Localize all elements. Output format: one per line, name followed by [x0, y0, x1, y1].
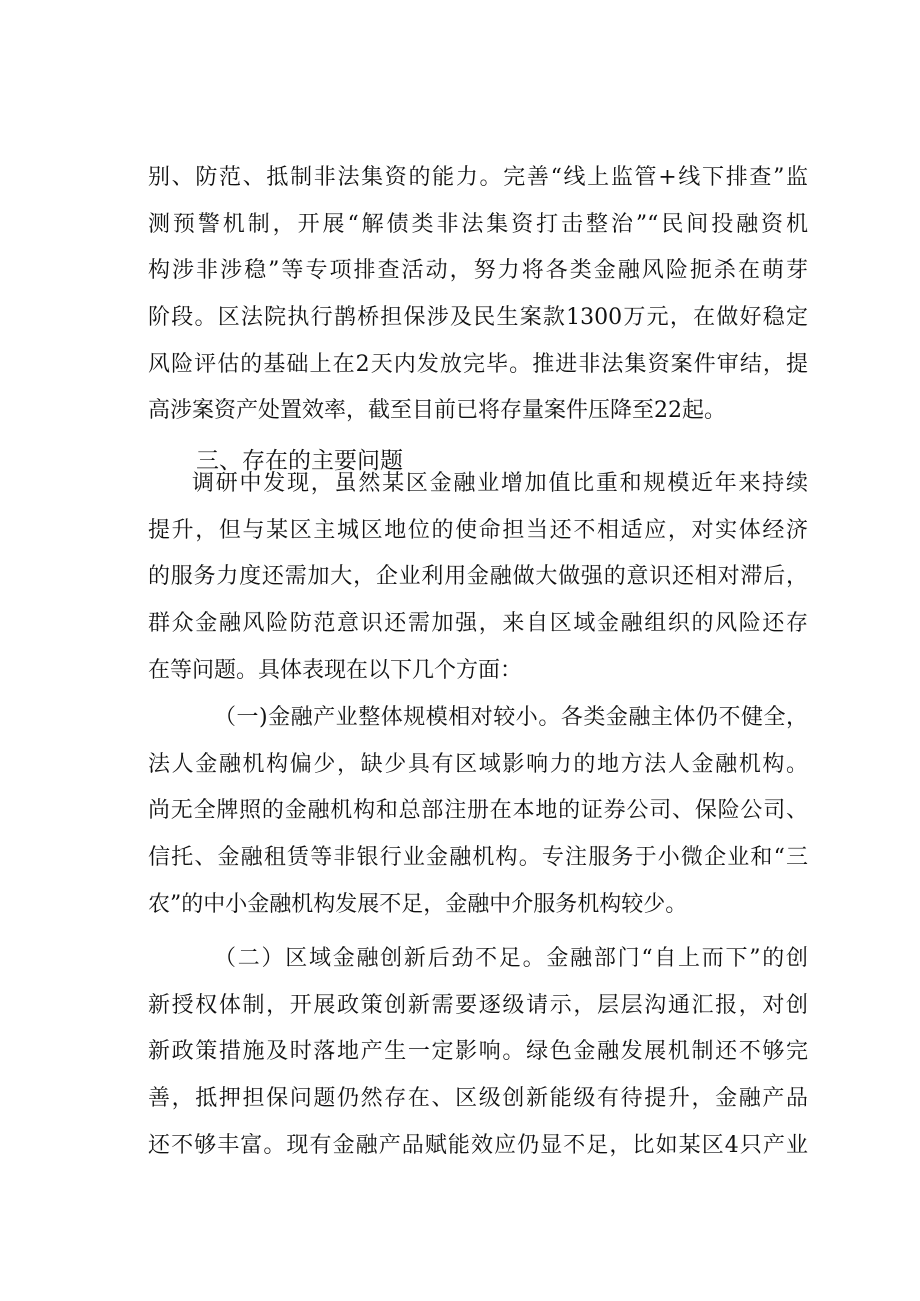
paragraph-line: 法人金融机构偏少，缺少具有区域影响力的地方法人金融机构。	[148, 751, 808, 777]
paragraph-line: 农”的中小金融机构发展不足，金融中介服务机构较少。	[148, 891, 688, 917]
paragraph-line: （一)金融产业整体规模相对较小。各类金融主体仍不健全，	[214, 705, 808, 730]
paragraph-line: 的服务力度还需加大，企业利用金融做大做强的意识还相对滞后，	[148, 564, 808, 590]
paragraph-line: 高涉案资产处置效率，截至目前已将存量案件压降至22起。	[148, 398, 726, 424]
paragraph-line: 测预警机制，开展“解债类非法集资打击整治”“民间投融资机	[148, 211, 808, 237]
paragraph-line: 风险评估的基础上在2天内发放完毕。推进非法集资案件审结，提	[148, 351, 808, 377]
paragraph-line: 阶段。区法院执行鹊桥担保涉及民生案款1300万元，在做好稳定	[148, 305, 808, 331]
paragraph-line: 群众金融风险防范意识还需加强，来自区域金融组织的风险还存	[148, 611, 808, 637]
paragraph-line: 提升，但与某区主城区地位的使命担当还不相适应，对实体经济	[148, 517, 808, 543]
intro-paragraph	[148, 155, 808, 435]
paragraph-line: 新政策措施及时落地产生一定影响。绿色金融发展机制还不够完	[148, 1039, 808, 1065]
item-one-paragraph	[148, 695, 808, 928]
item-two-paragraph	[148, 936, 808, 1169]
paragraph-line: 调研中发现，虽然某区金融业增加值比重和规模近年来持续	[192, 471, 808, 496]
paragraph-line: 信托、金融租赁等非银行业金融机构。专注服务于小微企业和“三	[148, 845, 808, 871]
section-heading: 三、存在的主要问题	[196, 448, 403, 474]
paragraph-line: 构涉非涉稳”等专项排查活动，努力将各类金融风险扼杀在萌芽	[148, 258, 808, 284]
paragraph-line: 还不够丰富。现有金融产品赋能效应仍显不足，比如某区4只产业	[148, 1132, 808, 1158]
paragraph-line: 在等问题。具体表现在以下几个方面：	[148, 657, 523, 683]
paragraph-line: 尚无全牌照的金融机构和总部注册在本地的证券公司、保险公司、	[148, 798, 808, 824]
paragraph-line: 善，抵押担保问题仍然存在、区级创新能级有待提升，金融产品	[148, 1086, 808, 1112]
summary-paragraph	[148, 461, 808, 694]
paragraph-line: （二）区域金融创新后劲不足。金融部门“自上而下”的创	[214, 946, 808, 971]
paragraph-line: 别、防范、抵制非法集资的能力。完善“线上监管+线下排查”监	[148, 165, 808, 190]
paragraph-line: 新授权体制，开展政策创新需要逐级请示，层层沟通汇报，对创	[148, 992, 808, 1018]
